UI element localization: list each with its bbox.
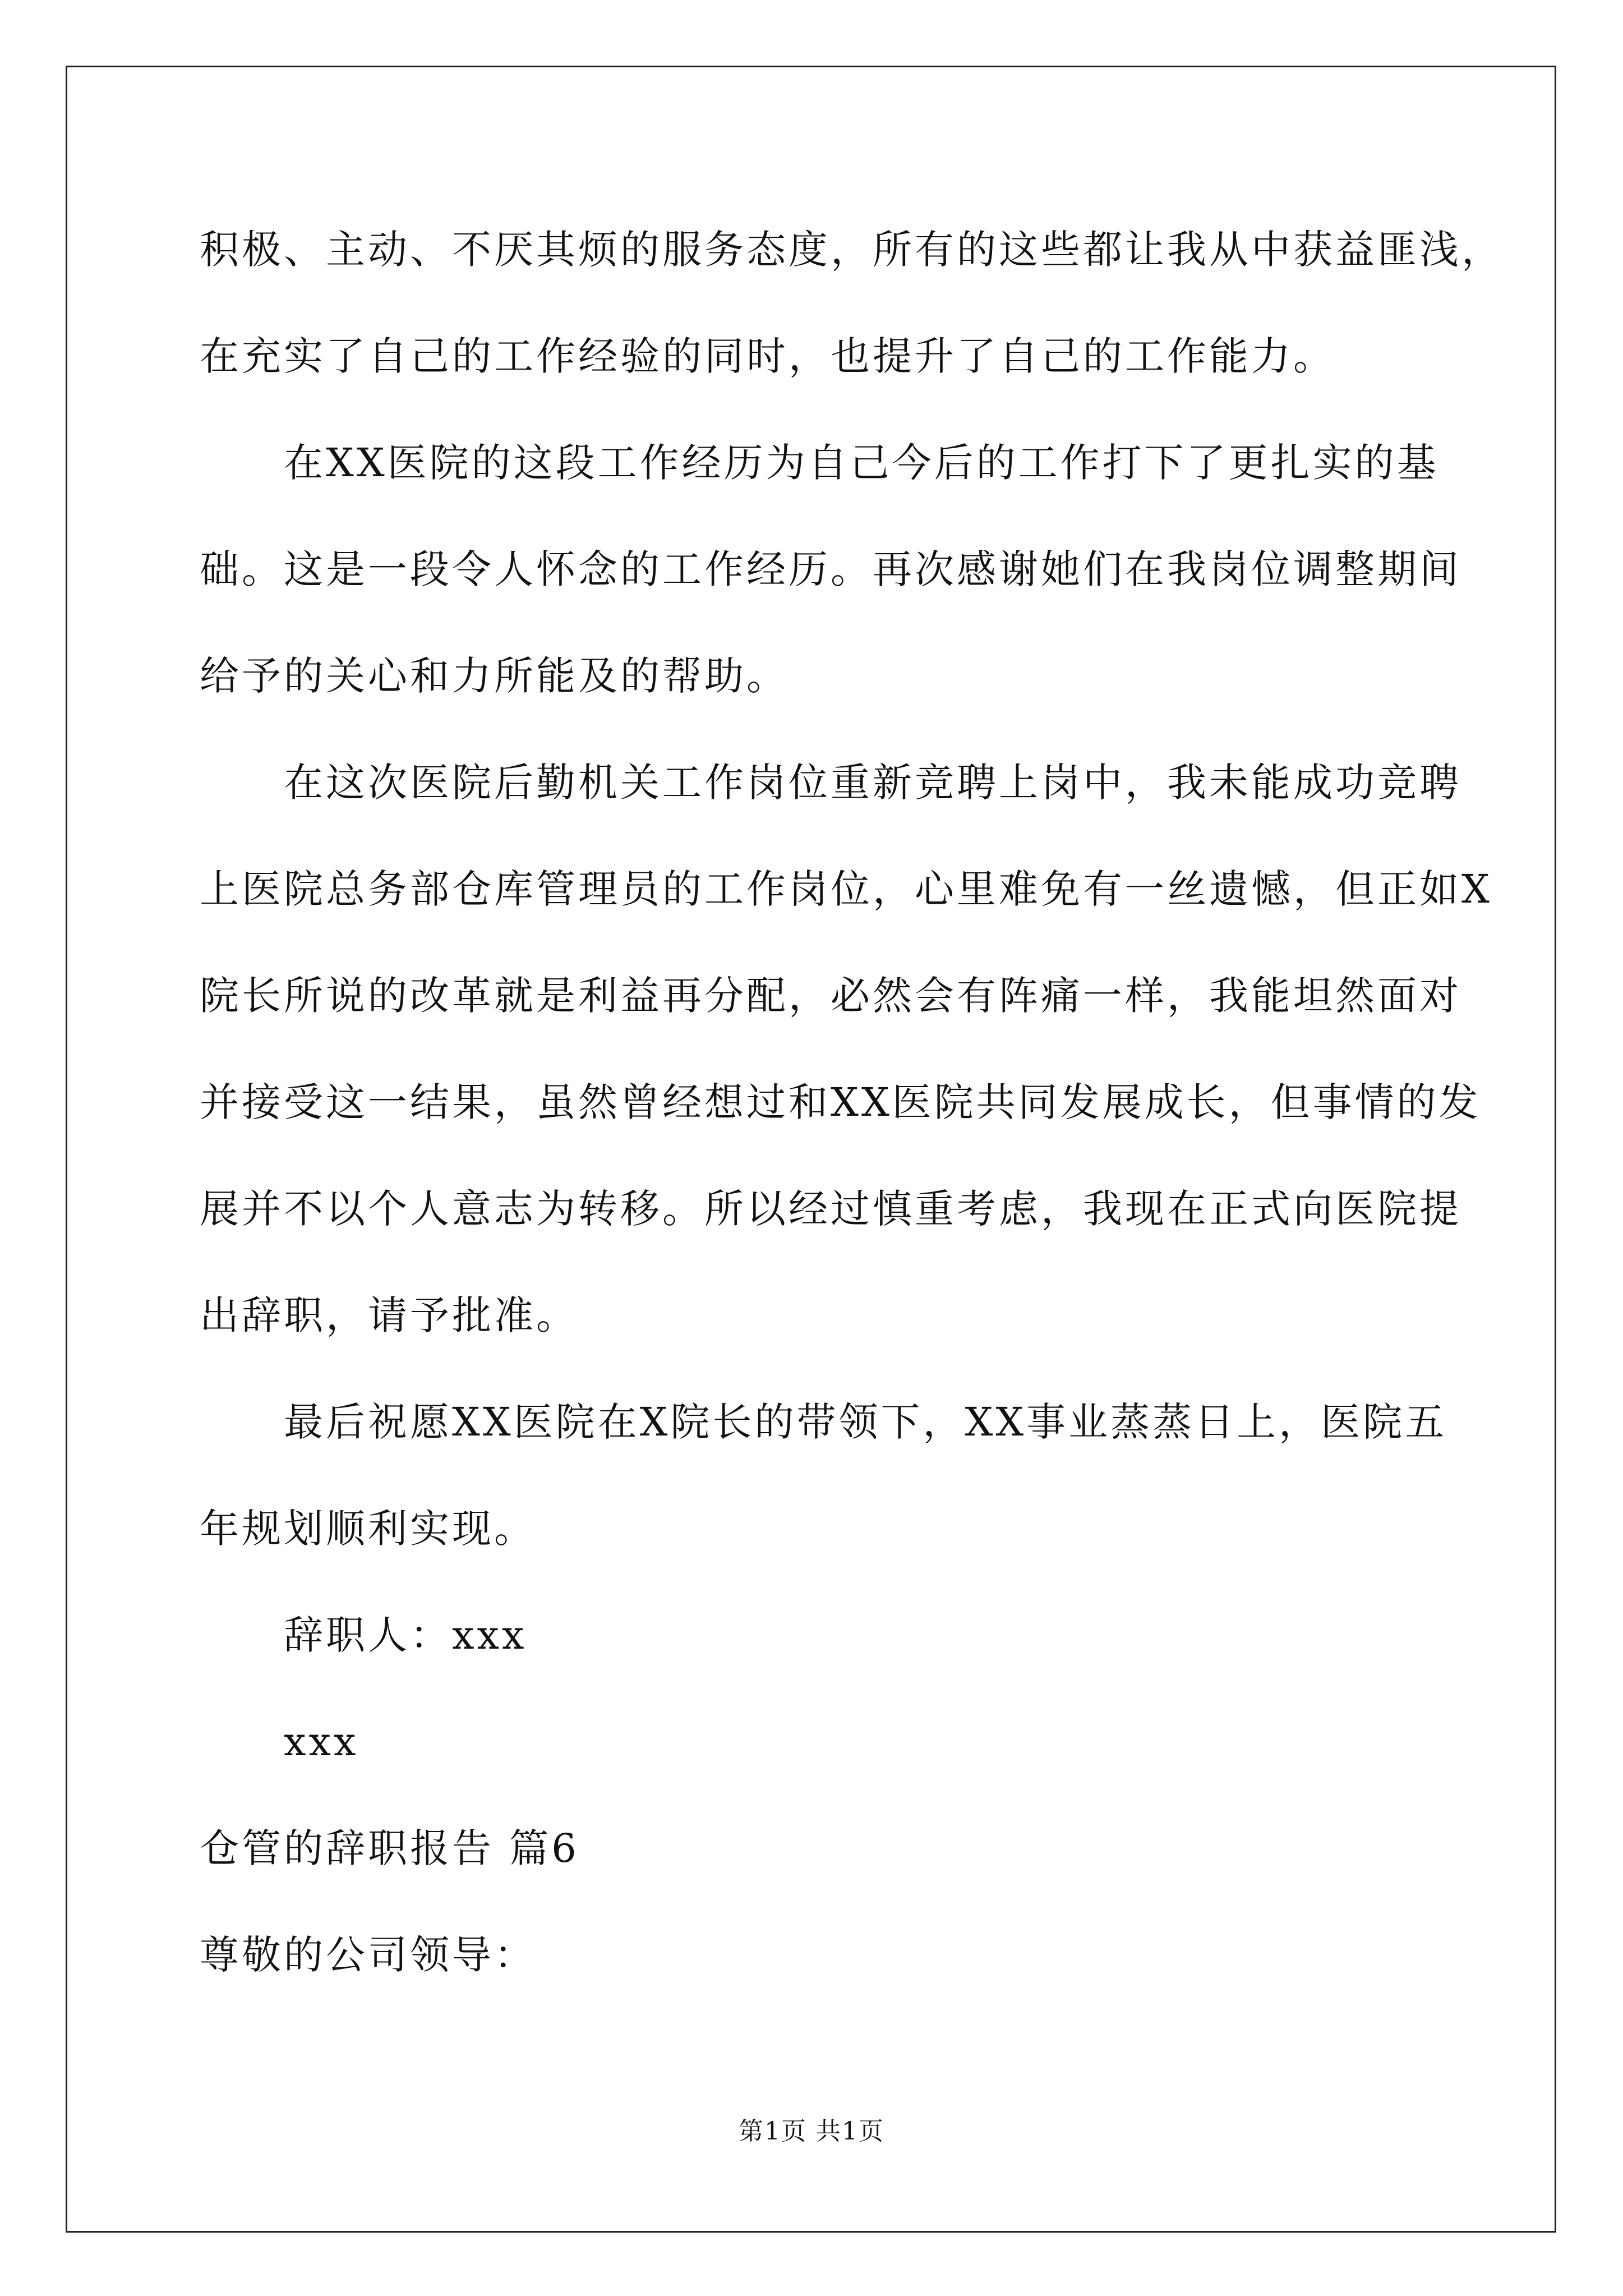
text-line: 并接受这一结果，虽然曾经想过和XX医院共同发展成长，但事情的发 bbox=[200, 1079, 1481, 1125]
text-line: 展并不以个人意志为转移。所以经过慎重考虑，我现在正式向医院提 bbox=[200, 1186, 1461, 1232]
text-line: 在充实了自己的工作经验的同时，也提升了自己的工作能力。 bbox=[200, 333, 1335, 379]
signature-line: 辞职人：xxx bbox=[284, 1612, 527, 1658]
text-line: 在这次医院后勤机关工作岗位重新竞聘上岗中，我未能成功竞聘 bbox=[284, 760, 1461, 806]
text-line: 年规划顺利实现。 bbox=[200, 1506, 536, 1552]
salutation-line: 尊敬的公司领导： bbox=[200, 1932, 536, 1978]
text-line: 积极、主动、不厌其烦的服务态度，所有的这些都让我从中获益匪浅， bbox=[200, 227, 1504, 273]
text-line: 院长所说的改革就是利益再分配，必然会有阵痛一样，我能坦然面对 bbox=[200, 973, 1461, 1019]
document-body bbox=[200, 196, 1504, 2008]
text-line: 上医院总务部仓库管理员的工作岗位，心里难免有一丝遗憾，但正如X bbox=[200, 866, 1492, 912]
text-line: 最后祝愿XX医院在X院长的带领下，XX事业蒸蒸日上，医院五 bbox=[284, 1399, 1447, 1445]
section-heading: 仓管的辞职报告 篇6 bbox=[200, 1825, 579, 1871]
text-line: 给予的关心和力所能及的帮助。 bbox=[200, 653, 789, 699]
date-line: xxx bbox=[284, 1719, 359, 1765]
page-footer: 第1页 共1页 bbox=[739, 2117, 884, 2146]
text-line: 在XX医院的这段工作经历为自己今后的工作打下了更扎实的基 bbox=[284, 440, 1439, 486]
text-line: 础。这是一段令人怀念的工作经历。再次感谢她们在我岗位调整期间 bbox=[200, 546, 1461, 592]
text-line: 出辞职，请予批准。 bbox=[200, 1292, 578, 1338]
